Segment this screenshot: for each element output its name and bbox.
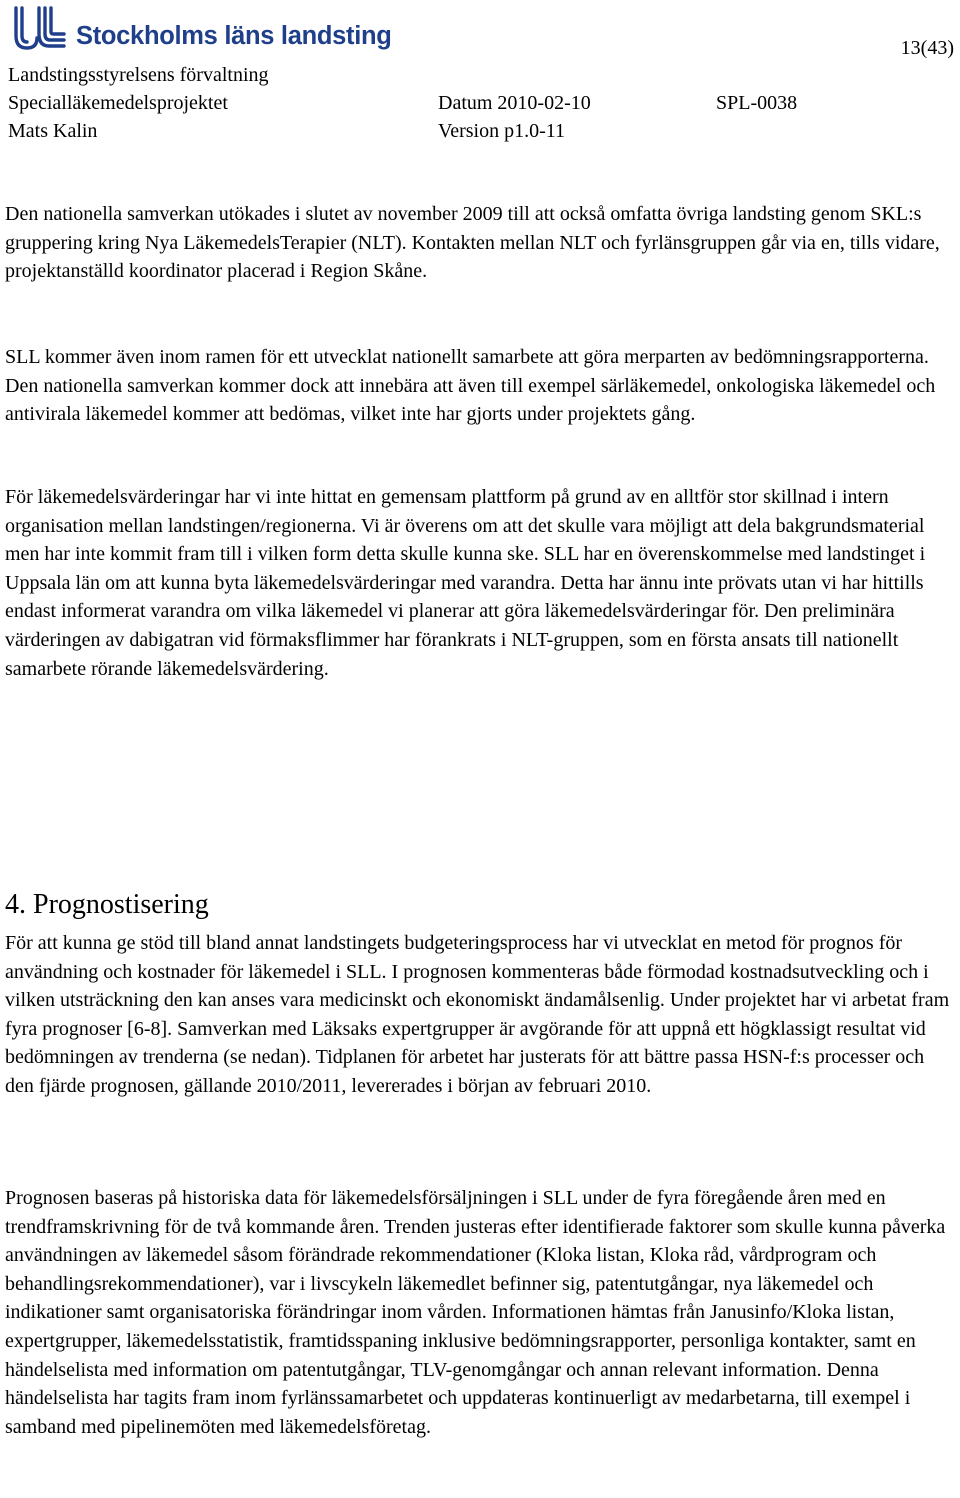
- section-4-paragraph-1: [5, 929, 955, 1101]
- section-4-paragraph-2: [5, 1184, 955, 1441]
- org-name: Stockholms läns landsting: [76, 21, 392, 50]
- intro-paragraph-2: [5, 343, 955, 429]
- intro-paragraph-3: [5, 483, 955, 683]
- section-heading: 4. Prognostisering: [5, 889, 209, 920]
- page-number: 13(43): [900, 37, 954, 59]
- document-id: SPL-0038: [716, 92, 798, 114]
- project-name: Specialläkemedelsprojektet: [8, 92, 228, 114]
- paragraph: För att kunna ge stöd till bland annat landstingets budgeteringsprocess har vi utvecklat en metod för prognos för användning och kostnader för läkemedel i SLL. I prognosen kommenteras både förmodad kostnadsutveckling och i vilken utsträckning den kan anses vara medicinskt och ekonomiskt ändamålsenlig. Under projektet har vi arbetat fram fyra prognoser [6-8]. Samverkan med Läksaks expertgrupper är avgörande för att uppnå ett högklassigt resultat vid bedömningen av trenderna (se nedan). Tidplanen för arbetet har justerats för att bättre passa HSN-f:s processer och den fjärde prognosen, gällande 2010/2011, levererades i början av februari 2010.: [5, 932, 950, 1097]
- document-date: Datum 2010-02-10: [438, 92, 591, 114]
- sll-logo: [8, 6, 392, 52]
- sll-logo-icon: [8, 6, 68, 52]
- department: Landstingsstyrelsens förvaltning: [8, 64, 269, 86]
- paragraph: Prognosen baseras på historiska data för läkemedelsförsäljningen i SLL under de fyra föregående åren med en trendframskrivning för de två kommande åren. Trenden justeras efter identifierade faktorer som skulle kunna påverka användningen av läkemedel såsom förändrade rekommendationer (Kloka listan, Kloka råd, vårdprogram och behandlingsrekommendationer), var i livscykeln läkemedlet befinner sig, patentutgångar, nya läkemedel och indikationer samt organisatoriska förändringar inom vården. Informationen hämtas från Janusinfo/Kloka listan, expertgrupper, läkemedelsstatistik, framtidsspaning inklusive bedömningsrapporter, personliga kontakter, samt en händelselista med information om patentutgångar, TLV-genomgångar och annan relevant information. Denna händelselista har tagits fram inom fyrlänssamarbetet och uppdateras kontinuerligt av medarbetarna, till exempel i samband med pipelinemöten med läkemedelsföretag.: [5, 1187, 946, 1438]
- author: Mats Kalin: [8, 120, 98, 142]
- document-version: Version p1.0-11: [438, 120, 566, 142]
- paragraph: SLL kommer även inom ramen för ett utvecklat nationellt samarbete att göra merparten av bedömningsrapporterna. Den nationella samverkan kommer dock att innebära att även till exempel särläkemedel, onkologiska läkemedel och antivirala läkemedel kommer att bedömas, vilket inte har gjorts under projektets gång.: [5, 346, 936, 426]
- paragraph: För läkemedelsvärderingar har vi inte hittat en gemensam plattform på grund av en alltför stor skillnad i intern organisation mellan landstingen/regionerna. Vi är överens om att det skulle vara möjligt att dela bakgrundsmaterial men har inte kommit fram till i vilken form detta skulle kunna ske. SLL har en överenskommelse med landstinget i Uppsala län om att kunna byta läkemedelsvärderingar med varandra. Detta har ännu inte prövats utan vi har hittills endast informerat varandra om vilka läkemedel vi planerar att göra läkemedelsvärderingar för. Den preliminära värderingen av dabigatran vid förmaksflimmer har förankrats i NLT-gruppen, som en första ansats till nationellt samarbete rörande läkemedelsvärdering.: [5, 486, 926, 680]
- paragraph: Den nationella samverkan utökades i slutet av november 2009 till att också omfatta övriga landsting genom SKL:s gruppering kring Nya LäkemedelsTerapier (NLT). Kontakten mellan NLT och fyrlänsgruppen går via en, tills vidare, projektanställd koordinator placerad i Region Skåne.: [5, 203, 940, 283]
- intro-paragraph-1: [5, 200, 955, 286]
